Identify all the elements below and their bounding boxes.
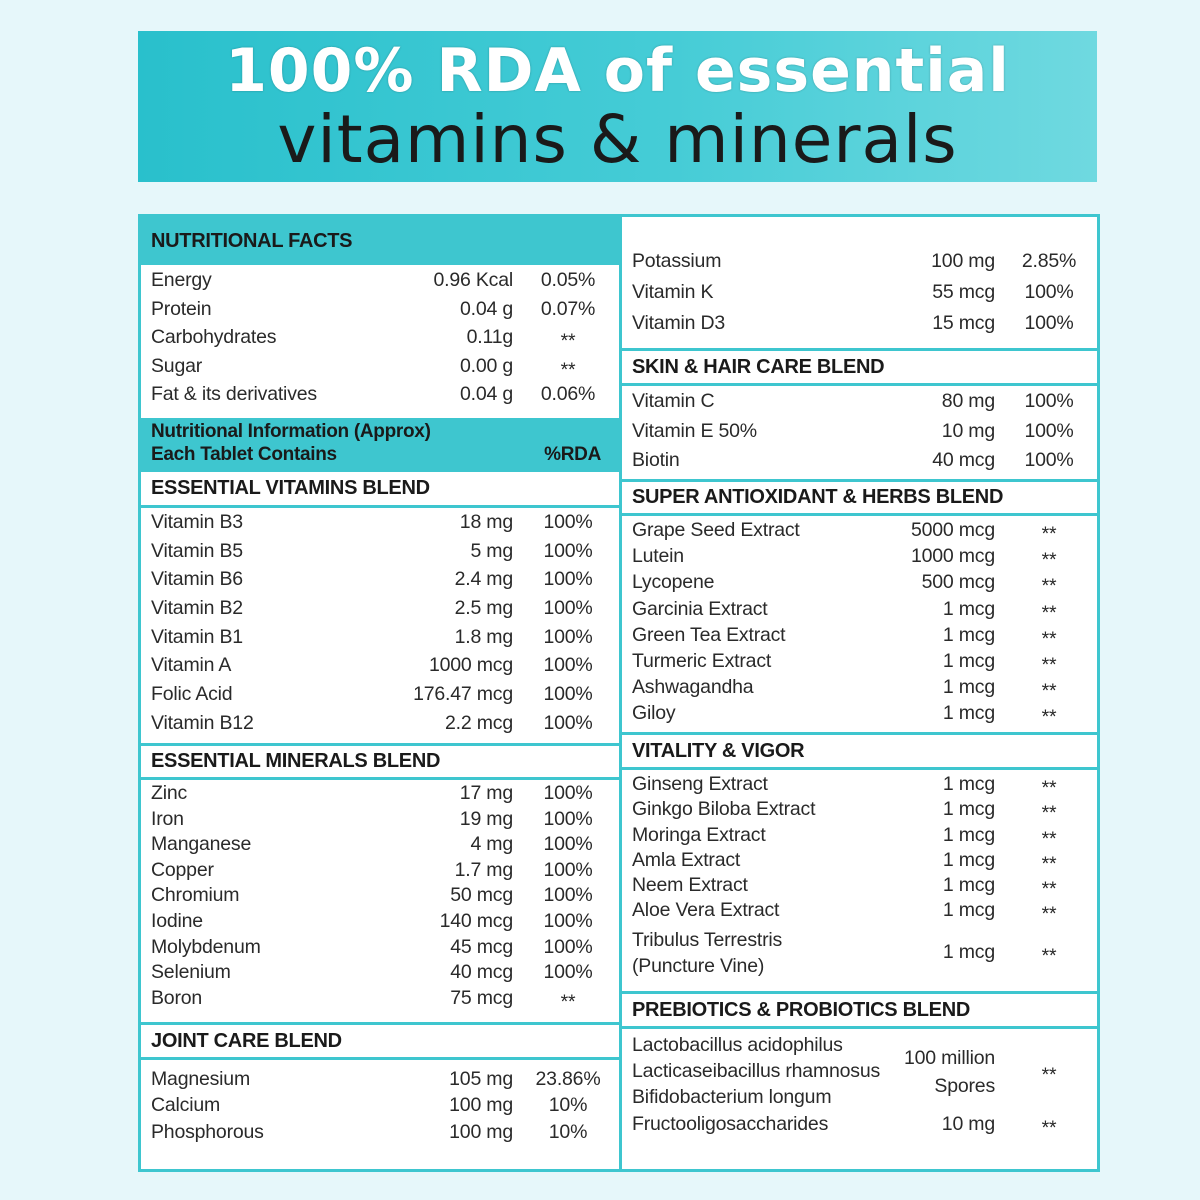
nutritional-facts-rows <box>141 269 619 412</box>
table-row <box>141 833 619 859</box>
ingredient-name: Vitamin E 50% <box>632 419 757 442</box>
ingredient-rda: ** <box>1041 706 1057 729</box>
table-row <box>622 874 1097 899</box>
ingredient-name: Giloy <box>632 702 676 725</box>
rda-column-label: %RDA <box>544 444 601 465</box>
table-row <box>141 782 619 808</box>
strain-name: Lactobacillus acidophilus <box>632 1034 843 1056</box>
ingredient-amount: 50 mcg <box>450 884 513 907</box>
joint-rows <box>141 1068 619 1147</box>
ingredient-rda: 100% <box>543 858 593 881</box>
ingredient-name: Molybdenum <box>151 935 261 958</box>
table-row <box>141 987 619 1013</box>
ingredient-rda: 100% <box>543 539 593 562</box>
ingredient-name: Zinc <box>151 782 188 804</box>
table-row <box>141 626 619 655</box>
ingredient-name: Vitamin B12 <box>151 711 254 734</box>
table-row <box>141 936 619 962</box>
probiotics-strains <box>622 1032 1097 1116</box>
table-row <box>141 326 619 355</box>
table-row <box>622 420 1097 450</box>
ingredient-amount: 100 mg <box>931 250 995 272</box>
ingredient-rda: ** <box>1041 1117 1057 1139</box>
ingredient-rda: ** <box>1041 802 1057 825</box>
ingredient-name: Vitamin D3 <box>632 312 726 334</box>
strains-rda: ** <box>1041 1064 1057 1086</box>
table-row <box>141 383 619 412</box>
ingredient-rda: 100% <box>1024 449 1074 471</box>
table-row <box>141 712 619 741</box>
ingredient-amount: 1.8 mg <box>454 625 513 648</box>
ingredient-name: Potassium <box>632 250 722 272</box>
table-row <box>622 598 1097 624</box>
ingredient-amount: 80 mg <box>941 390 995 412</box>
banner-subheadline: vitamins & minerals <box>277 100 958 178</box>
left-column <box>141 217 622 1169</box>
ingredient-amount: 1 mcg <box>942 773 995 795</box>
strain-name: Lacticaseibacillus rhamnosus <box>632 1060 881 1082</box>
ingredient-name: Protein <box>151 297 212 320</box>
vitamins-heading: ESSENTIAL VITAMINS BLEND <box>141 472 619 508</box>
ingredient-amount: 1 mcg <box>942 597 995 620</box>
ingredient-name: Phosphorous <box>151 1120 264 1143</box>
ingredient-amount: 0.96 Kcal <box>433 269 513 291</box>
ingredient-rda: 2.85% <box>1021 250 1077 272</box>
ingredient-amount: 19 mg <box>459 807 513 830</box>
table-row <box>141 511 619 540</box>
strains-amount-unit: Spores <box>934 1075 995 1097</box>
ingredient-rda: ** <box>1041 653 1057 676</box>
ingredient-name: Aloe Vera Extract <box>632 899 780 922</box>
ingredient-rda: 100% <box>543 909 593 932</box>
table-row <box>141 683 619 712</box>
ingredient-amount: 10 mg <box>941 1113 995 1135</box>
table-row <box>622 899 1097 924</box>
ingredient-name: Chromium <box>151 884 240 907</box>
table-row <box>622 390 1097 420</box>
fos-row <box>622 1113 1097 1143</box>
ingredient-name: Manganese <box>151 833 252 856</box>
ingredient-amount: 500 mcg <box>921 571 995 594</box>
top-right-rows <box>622 250 1097 343</box>
ingredient-amount: 40 mcg <box>932 449 995 471</box>
table-row <box>141 808 619 834</box>
table-row <box>622 927 1097 983</box>
ingredient-amount: 17 mg <box>459 782 513 804</box>
ingredient-amount: 0.00 g <box>459 354 513 377</box>
table-row <box>622 773 1097 798</box>
ingredient-rda: 100% <box>543 935 593 958</box>
ingredient-rda: ** <box>1041 852 1057 875</box>
skin-hair-rows <box>622 390 1097 479</box>
ingredient-rda: 100% <box>543 654 593 677</box>
minerals-heading: ESSENTIAL MINERALS BLEND <box>141 743 619 780</box>
skin-hair-heading: SKIN & HAIR CARE BLEND <box>622 348 1097 386</box>
ingredient-amount: 105 mg <box>449 1068 513 1090</box>
table-row <box>622 571 1097 597</box>
ingredient-rda: 100% <box>543 884 593 907</box>
ingredient-name: Magnesium <box>151 1068 250 1090</box>
table-row <box>622 519 1097 545</box>
ingredient-amount: 5000 mcg <box>910 519 995 541</box>
ingredient-name: Neem Extract <box>632 874 748 897</box>
ingredient-rda: 100% <box>543 782 593 804</box>
ingredient-name-note: (Puncture Vine) <box>632 955 765 977</box>
ingredient-amount: 5 mg <box>470 539 513 562</box>
ingredient-name: Vitamin C <box>632 390 715 412</box>
ingredient-amount: 1000 mcg <box>428 654 513 677</box>
ingredient-rda: 100% <box>1024 312 1074 334</box>
table-row <box>141 1068 619 1094</box>
ingredient-rda: 100% <box>543 683 593 706</box>
minerals-rows <box>141 782 619 1012</box>
ingredient-amount: 0.11g <box>466 326 513 349</box>
ingredient-rda: ** <box>1041 549 1057 572</box>
ingredient-rda: 10% <box>548 1120 588 1143</box>
ingredient-rda: 0.05% <box>540 269 596 291</box>
table-row <box>141 884 619 910</box>
banner-headline: 100% RDA of essential <box>225 35 1010 106</box>
ingredient-amount: 100 mg <box>449 1120 513 1143</box>
table-row <box>622 676 1097 702</box>
ingredient-name: Copper <box>151 858 214 881</box>
ingredient-rda: ** <box>1041 575 1057 598</box>
ingredient-name: Vitamin B5 <box>151 539 243 562</box>
ingredient-name: Fructooligosaccharides <box>632 1113 829 1135</box>
nutritional-facts-heading: NUTRITIONAL FACTS <box>141 217 619 265</box>
ingredient-rda: 100% <box>543 807 593 830</box>
ingredient-amount: 1000 mcg <box>910 545 995 568</box>
ingredient-rda: 100% <box>543 711 593 734</box>
ingredient-amount: 0.04 g <box>459 297 513 320</box>
ingredient-amount: 1 mcg <box>942 823 995 846</box>
ingredient-amount: 75 mcg <box>450 986 513 1009</box>
vitality-heading: VITALITY & VIGOR <box>622 732 1097 770</box>
ingredient-amount: 15 mcg <box>932 312 995 334</box>
table-row <box>622 312 1097 343</box>
ingredient-name: Green Tea Extract <box>632 623 786 646</box>
ingredient-name: Ashwagandha <box>632 676 754 699</box>
table-row <box>622 281 1097 312</box>
table-row <box>622 624 1097 650</box>
ingredient-rda: ** <box>1041 903 1057 926</box>
ingredient-amount: 40 mcg <box>450 961 513 984</box>
table-row <box>622 824 1097 849</box>
ingredient-amount: 2.2 mcg <box>445 711 513 734</box>
ingredient-rda: 100% <box>543 625 593 648</box>
ingredient-rda: 100% <box>543 961 593 984</box>
ingredient-amount: 4 mg <box>470 833 513 856</box>
ingredient-name: Lutein <box>632 545 684 568</box>
ingredient-amount: 176.47 mcg <box>413 683 513 706</box>
nutrition-table <box>138 214 1100 1172</box>
info-header-line2: Each Tablet Contains <box>151 444 337 465</box>
ingredient-amount: 2.5 mg <box>454 597 513 620</box>
table-row <box>141 298 619 327</box>
table-row <box>622 1113 1097 1143</box>
ingredient-name: Vitamin B1 <box>151 625 243 648</box>
ingredient-name: Calcium <box>151 1094 221 1117</box>
ingredient-name: Selenium <box>151 961 231 984</box>
ingredient-rda: 100% <box>543 568 593 591</box>
ingredient-amount: 1 mcg <box>942 874 995 897</box>
ingredient-rda: 10% <box>548 1094 588 1117</box>
ingredient-amount: 2.4 mg <box>454 568 513 591</box>
ingredient-name: Ginkgo Biloba Extract <box>632 798 816 821</box>
ingredient-name: Folic Acid <box>151 683 233 706</box>
ingredient-amount: 1.7 mg <box>454 858 513 881</box>
ingredient-amount: 1 mcg <box>942 848 995 871</box>
table-row <box>141 961 619 987</box>
table-row <box>141 1094 619 1120</box>
ingredient-rda: 100% <box>543 833 593 856</box>
ingredient-name: Vitamin B6 <box>151 568 243 591</box>
ingredient-name: Moringa Extract <box>632 823 766 846</box>
ingredient-rda: ** <box>1041 827 1057 850</box>
ingredient-name: Garcinia Extract <box>632 597 768 620</box>
ingredient-name: Boron <box>151 986 203 1009</box>
joint-heading: JOINT CARE BLEND <box>141 1022 619 1060</box>
ingredient-rda: 0.06% <box>540 383 596 406</box>
ingredient-name: Vitamin A <box>151 654 232 677</box>
ingredient-amount: 1 mcg <box>942 798 995 821</box>
ingredient-amount: 45 mcg <box>450 935 513 958</box>
ingredient-rda: 100% <box>1024 390 1074 412</box>
ingredient-amount: 0.04 g <box>459 383 513 406</box>
ingredient-name: Iodine <box>151 909 203 932</box>
table-row <box>622 849 1097 874</box>
ingredient-name: Lycopene <box>632 571 715 594</box>
ingredient-name: Ginseng Extract <box>632 773 768 795</box>
table-row <box>141 859 619 885</box>
ingredient-amount: 1 mcg <box>942 676 995 699</box>
ingredient-amount: 1 mcg <box>942 649 995 672</box>
ingredient-name: Vitamin B2 <box>151 597 243 620</box>
table-row <box>141 568 619 597</box>
ingredient-name: Biotin <box>632 449 680 471</box>
title-banner <box>138 31 1097 182</box>
ingredient-rda: 100% <box>543 597 593 620</box>
ingredient-rda: ** <box>560 330 576 353</box>
ingredient-amount: 100 mg <box>449 1094 513 1117</box>
table-row <box>141 910 619 936</box>
probiotics-heading: PREBIOTICS & PROBIOTICS BLEND <box>622 991 1097 1029</box>
tribulus-row <box>622 927 1097 983</box>
ingredient-name: Vitamin B3 <box>151 511 243 533</box>
vitamins-rows <box>141 511 619 741</box>
strains-amount: 100 million <box>903 1047 995 1069</box>
ingredient-rda: 23.86% <box>535 1068 601 1090</box>
info-header <box>141 418 619 472</box>
ingredient-amount: 18 mg <box>459 511 513 533</box>
ingredient-name: Fat & its derivatives <box>151 383 317 406</box>
ingredient-amount: 1 mcg <box>942 623 995 646</box>
antioxidant-rows <box>622 519 1097 729</box>
table-row <box>141 597 619 626</box>
ingredient-amount: 1 mcg <box>942 899 995 922</box>
ingredient-rda: ** <box>1041 680 1057 703</box>
table-row <box>622 545 1097 571</box>
ingredient-name: Turmeric Extract <box>632 649 772 672</box>
ingredient-amount: 140 mcg <box>439 909 513 932</box>
ingredient-rda: ** <box>1041 523 1057 545</box>
ingredient-rda: ** <box>1041 627 1057 650</box>
ingredient-rda: 100% <box>1024 419 1074 442</box>
table-row <box>622 250 1097 281</box>
vitality-rows <box>622 773 1097 925</box>
table-row <box>141 540 619 569</box>
ingredient-name: Energy <box>151 269 212 291</box>
info-header-line1: Nutritional Information (Approx) <box>151 421 431 442</box>
ingredient-rda: 100% <box>543 511 593 533</box>
ingredient-rda: 0.07% <box>540 297 596 320</box>
ingredient-rda: ** <box>1041 878 1057 901</box>
ingredient-rda: ** <box>560 990 576 1013</box>
ingredient-amount: 1 mcg <box>942 702 995 725</box>
ingredient-name: Amla Extract <box>632 848 741 871</box>
ingredient-amount: 55 mcg <box>932 281 995 303</box>
table-row <box>622 798 1097 823</box>
ingredient-rda: ** <box>1041 777 1057 799</box>
ingredient-name: Sugar <box>151 354 203 377</box>
table-row <box>141 1121 619 1147</box>
table-row <box>622 1032 1097 1116</box>
ingredient-name: Iron <box>151 807 184 830</box>
table-row <box>141 355 619 384</box>
table-row <box>141 654 619 683</box>
table-row <box>622 650 1097 676</box>
table-row <box>622 702 1097 728</box>
table-row <box>141 269 619 298</box>
ingredient-amount: 1 mcg <box>942 941 995 963</box>
ingredient-amount: 10 mg <box>941 419 995 442</box>
right-column <box>622 217 1097 1169</box>
ingredient-name: Carbohydrates <box>151 326 277 349</box>
ingredient-name: Vitamin K <box>632 281 714 303</box>
ingredient-rda: 100% <box>1024 281 1074 303</box>
ingredient-rda: ** <box>1041 601 1057 624</box>
strain-name: Bifidobacterium longum <box>632 1086 832 1108</box>
table-row <box>622 449 1097 479</box>
ingredient-rda: ** <box>560 358 576 381</box>
antioxidant-heading: SUPER ANTIOXIDANT & HERBS BLEND <box>622 479 1097 516</box>
ingredient-name: Tribulus Terrestris <box>632 929 783 951</box>
ingredient-rda: ** <box>1041 945 1057 967</box>
ingredient-name: Grape Seed Extract <box>632 519 800 541</box>
